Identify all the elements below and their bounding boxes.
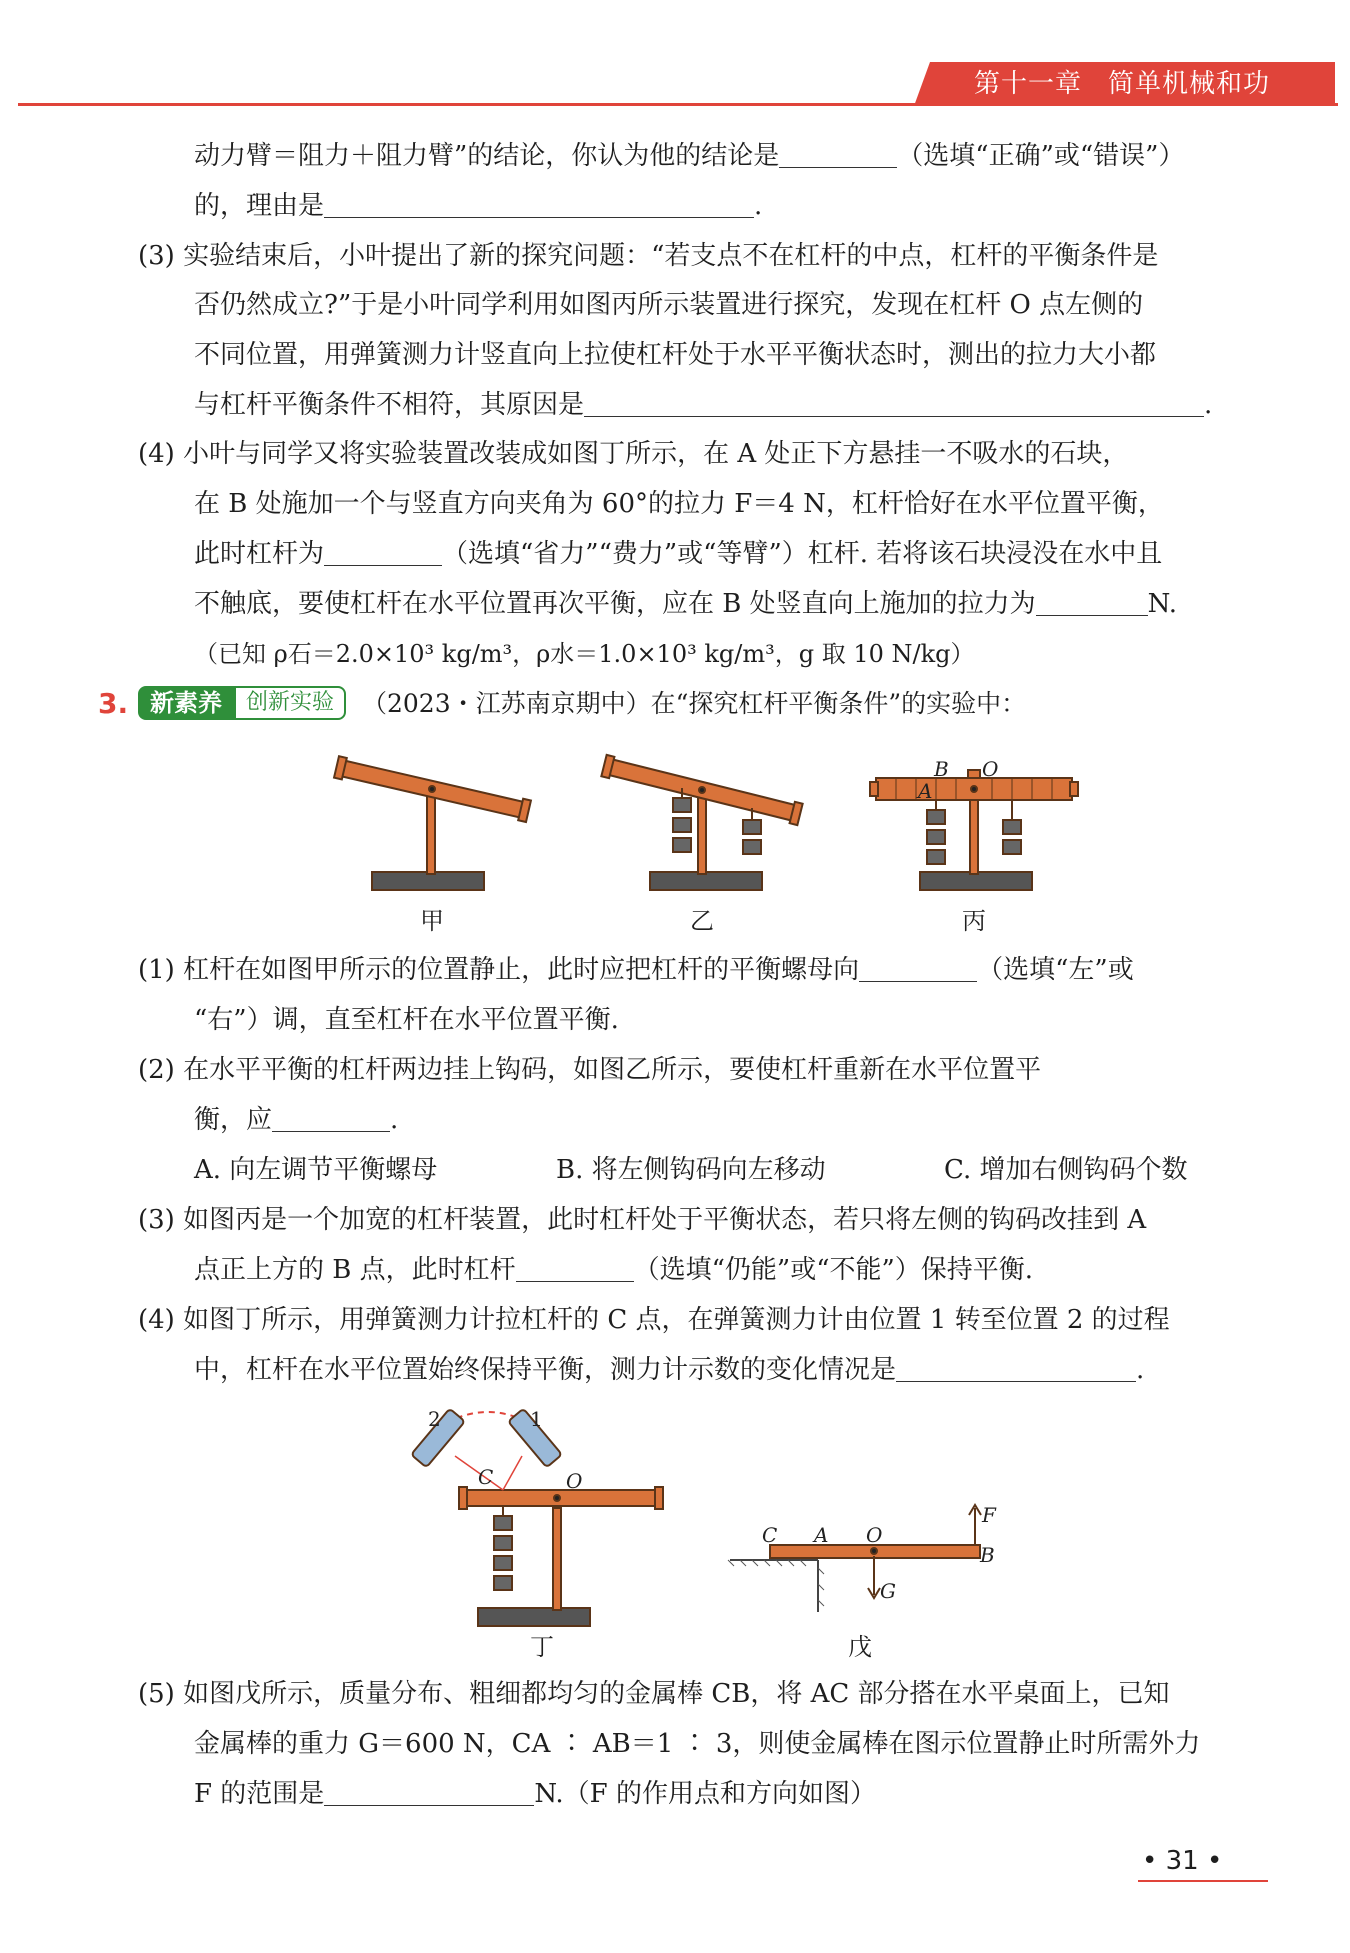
hook-weight — [1003, 820, 1021, 834]
label-C: C — [762, 1523, 778, 1547]
hook-weight — [494, 1516, 512, 1530]
label-B: B — [980, 1543, 995, 1567]
label-A: A — [814, 1523, 829, 1547]
text-line: (3) 实验结束后，小叶提出了新的探究问题：“若支点不在杠杆的中点，杠杆的平衡条件是 — [138, 241, 1159, 271]
text-line: 衡，应 . — [194, 1105, 399, 1135]
text-line: 与杠杆平衡条件不相符，其原因是 . — [194, 390, 1213, 420]
text-line: 否仍然成立?”于是小叶同学利用如图丙所示装置进行探究，发现在杠杆 O 点左侧的 — [194, 290, 1144, 320]
text-line: 点正上方的 B 点，此时杠杆 （选填“仍能”或“不能”）保持平衡. — [194, 1255, 1034, 1285]
answer-blank[interactable] — [272, 1105, 390, 1132]
text-line: 在 B 处施加一个与竖直方向夹角为 60°的拉力 F＝4 N，杠杆恰好在水平位置平衡， — [194, 489, 1164, 519]
stand-base — [478, 1608, 590, 1626]
fig-bing — [870, 770, 1078, 890]
stand-post — [970, 800, 978, 874]
text-line: （已知 ρ石＝2.0×10³ kg/m³，ρ水＝1.0×10³ kg/m³，g 取 10 N/kg） — [194, 640, 975, 668]
page-number: • 31 • — [1142, 1846, 1223, 1876]
label-C: C — [478, 1465, 494, 1489]
label-O: O — [566, 1469, 583, 1493]
answer-blank[interactable] — [324, 1779, 534, 1806]
caption-yi: 乙 — [690, 907, 714, 935]
option-b[interactable]: B. 将左侧钩码向左移动 — [556, 1155, 826, 1185]
badge-main: 新素养 — [138, 686, 234, 720]
answer-blank[interactable] — [516, 1255, 634, 1282]
fig-jia — [334, 756, 531, 890]
answer-blank[interactable] — [859, 955, 977, 982]
text-line: 不触底，要使杠杆在水平位置再次平衡，应在 B 处竖直向上施加的拉力为 N. — [194, 589, 1177, 619]
text-line: (1) 杠杆在如图甲所示的位置静止，此时应把杠杆的平衡螺母向 （选填“左”或 — [138, 955, 1134, 985]
text-line: 的，理由是 . — [194, 191, 763, 221]
label-O: O — [982, 757, 999, 781]
fig-yi — [601, 755, 802, 890]
problem-number: 3. — [98, 687, 129, 720]
problem-source: （2023・江苏南京期中）在“探究杠杆平衡条件”的实验中： — [362, 689, 1027, 718]
label-A: A — [918, 779, 933, 803]
fig-ding — [411, 1409, 663, 1626]
text-line: “右”）调，直至杠杆在水平位置平衡. — [194, 1005, 619, 1035]
text-line: 动力臂＝阻力＋阻力臂”的结论，你认为他的结论是 （选填“正确”或“错误”） — [194, 141, 1185, 171]
hook-weight — [743, 820, 761, 834]
stand-post — [427, 790, 435, 874]
stand-post — [698, 792, 706, 874]
answer-blank[interactable] — [896, 1355, 1136, 1382]
hook-weight — [927, 810, 945, 824]
chapter-title: 简单机械和功 — [1108, 69, 1271, 99]
text-line: (4) 小叶与同学又将实验装置改装成如图丁所示，在 A 处正下方悬挂一不吸水的石块， — [138, 439, 1129, 469]
option-c[interactable]: C. 增加右侧钩码个数 — [944, 1155, 1188, 1185]
text-line: 不同位置，用弹簧测力计竖直向上拉使杠杆处于水平平衡状态时，测出的拉力大小都 — [194, 340, 1157, 370]
text-line: F 的范围是 N.（F 的作用点和方向如图） — [194, 1779, 876, 1809]
label-pos2: 2 — [428, 1407, 441, 1431]
text-line: (3) 如图丙是一个加宽的杠杆装置，此时杠杆处于平衡状态，若只将左侧的钩码改挂到 A — [138, 1205, 1147, 1235]
label-F: F — [982, 1503, 996, 1527]
page-number-rule — [1138, 1880, 1268, 1882]
caption-ding: 丁 — [530, 1633, 554, 1661]
text-line: 金属棒的重力 G＝600 N，CA ∶ AB＝1 ∶ 3，则使金属棒在图示位置静止时所需外力 — [194, 1729, 1201, 1759]
label-G: G — [880, 1579, 896, 1603]
text-line: 中，杠杆在水平位置始终保持平衡，测力计示数的变化情况是 . — [194, 1355, 1145, 1385]
badge-sub: 创新实验 — [234, 686, 346, 720]
text-line: (5) 如图戊所示，质量分布、粗细都均匀的金属棒 CB，将 AC 部分搭在水平桌面上，已知 — [138, 1679, 1170, 1709]
fig-wu — [730, 1505, 981, 1612]
chapter-number: 第十一章 — [974, 69, 1083, 99]
label-pos1: 1 — [530, 1407, 543, 1431]
option-a[interactable]: A. 向左调节平衡螺母 — [194, 1155, 438, 1185]
text-line: 此时杠杆为 （选填“省力”“费力”或“等臂”）杠杆. 若将该石块浸没在水中且 — [194, 539, 1163, 569]
hook-weight — [673, 798, 691, 812]
caption-wu: 戊 — [848, 1633, 872, 1661]
label-O: O — [866, 1523, 883, 1547]
text-line: (2) 在水平平衡的杠杆两边挂上钩码，如图乙所示，要使杠杆重新在水平位置平 — [138, 1055, 1042, 1085]
stand-post — [553, 1508, 561, 1610]
caption-jia: 甲 — [420, 907, 444, 935]
label-B: B — [934, 757, 949, 781]
caption-bing: 丙 — [962, 907, 986, 935]
text-line: (4) 如图丁所示，用弹簧测力计拉杠杆的 C 点，在弹簧测力计由位置 1 转至位置 2 的过程 — [138, 1305, 1170, 1335]
